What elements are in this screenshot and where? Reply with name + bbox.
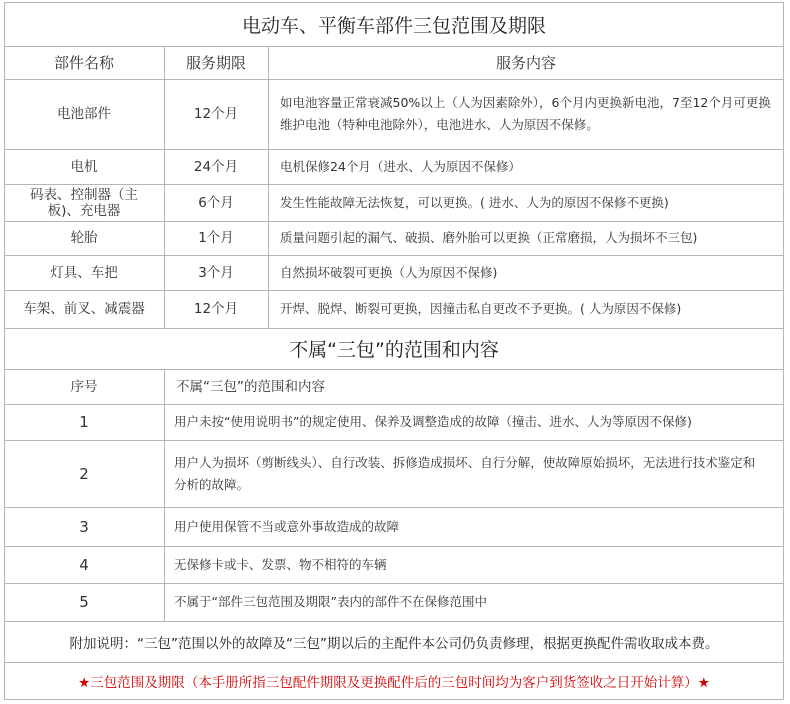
exclusion-content-2: 用户人为损坏（剪断线头）、自行改装、拆修造成损坏、自行分解，使故障原始损坏，无法进行技术鉴定和分析的故障。	[174, 454, 756, 492]
additional-note: 附加说明：“三包”范围以外的故障及“三包”期以后的主配件本公司仍负责修理，根据更换配件需收取成本费。	[69, 635, 719, 652]
part-content-lights: 自然损坏破裂可更换（人为原因不保修)	[280, 264, 498, 280]
exclusions-title: 不属“三包”的范围和内容	[289, 339, 499, 361]
exclusions-header-no: 序号	[70, 378, 98, 395]
part-content-frame: 开焊、脱焊、断裂可更换，因撞击私自更改不予更换。( 人为原因不保修)	[280, 301, 682, 316]
exclusion-content-4: 无保修卡或卡、发票、物不相符的车辆	[174, 556, 387, 572]
part-content-controller: 发生性能故障无法恢复，可以更换。( 进水、人为的原因不保修不更换)	[280, 194, 669, 210]
exclusion-no-3: 3	[79, 517, 89, 536]
header-part-name: 部件名称	[53, 54, 114, 72]
part-name-battery: 电池部件	[57, 106, 111, 122]
exclusion-content-3: 用户使用保管不当或意外事故造成的故障	[174, 518, 400, 534]
header-service-period: 服务期限	[185, 54, 246, 72]
part-period-motor: 24个月	[193, 158, 239, 175]
part-name-lights: 灯具、车把	[50, 264, 118, 281]
header-service-content: 服务内容	[495, 54, 556, 72]
exclusion-content-5: 不属于“部件三包范围及期限”表内的部件不在保修范围中	[174, 594, 487, 609]
part-period-frame: 12个月	[193, 301, 239, 317]
part-period-controller: 6个月	[198, 194, 234, 211]
page-title: 电动车、平衡车部件三包范围及期限	[241, 14, 546, 37]
part-content-tire: 质量问题引起的漏气、破损、磨外胎可以更换（正常磨损，人为损坏不三包)	[280, 230, 698, 245]
part-name-frame: 车架、前叉、减震器	[23, 301, 145, 317]
part-content-motor: 电机保修24个月（进水、人为原因不保修）	[280, 158, 521, 174]
part-name-controller: 码表、控制器（主板)、充电器	[30, 186, 138, 219]
part-name-motor: 电机	[70, 158, 98, 175]
part-period-battery: 12个月	[193, 106, 239, 122]
part-period-tire: 1个月	[198, 230, 234, 246]
exclusion-content-1: 用户未按“使用说明书”的规定使用、保养及调整造成的故障（撞击、进水、人为等原因不保修)	[174, 414, 692, 429]
exclusions-header-content: 不属“三包”的范围和内容	[176, 378, 325, 395]
exclusion-no-5: 5	[79, 593, 89, 611]
part-content-battery: 如电池容量正常衰减50%以上（人为因素除外），6个月内更换新电池，7至12个月可更换维护电池（特种电池除外），电池进水、人为原因不保修。	[280, 95, 771, 132]
part-period-lights: 3个月	[198, 264, 234, 281]
footer-notice: ★三包范围及期限（本手册所指三包配件期限及更换配件后的三包时间均为客户到货签收之日开始计算）★	[78, 675, 710, 691]
exclusion-no-2: 2	[79, 464, 89, 483]
part-name-tire: 轮胎	[70, 230, 98, 246]
exclusion-no-4: 4	[79, 555, 89, 574]
exclusion-no-1: 1	[79, 413, 89, 431]
